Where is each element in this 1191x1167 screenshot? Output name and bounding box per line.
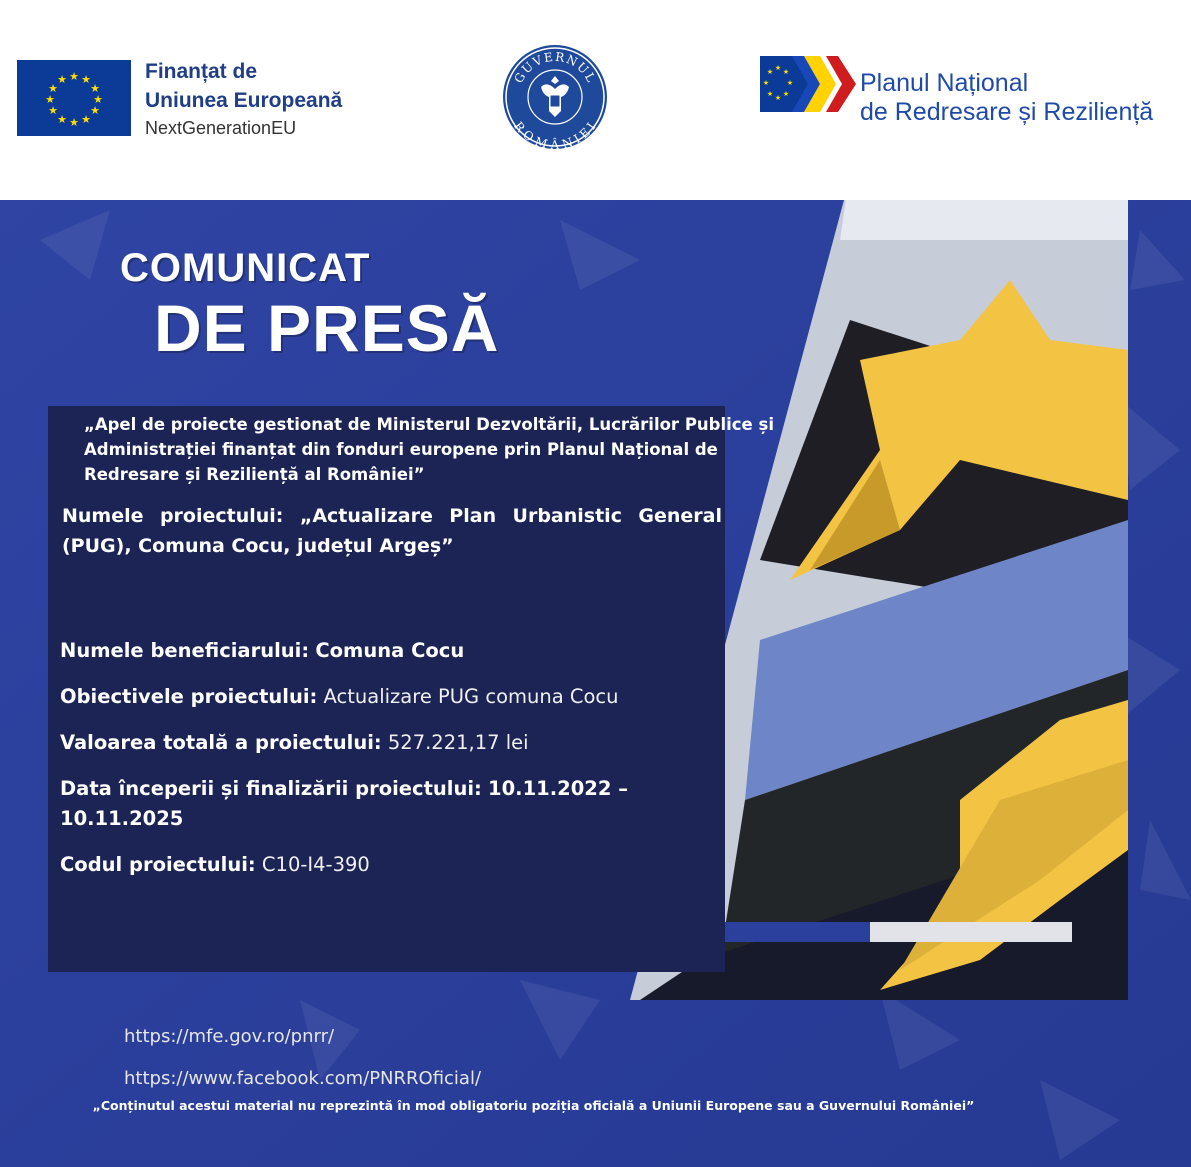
seal-top-text: GUVERNUL [511, 49, 599, 86]
eu-funding-line3: NextGenerationEU [145, 118, 297, 138]
call-for-projects-text: „Apel de proiecte gestionat de Ministerul Dezvoltării, Lucrărilor Publice și Administrației finanțat din fonduri europene prin Planul Național de Redresare și Reziliență al României” [84, 415, 774, 484]
svg-text:★: ★ [81, 113, 91, 126]
svg-text:★: ★ [81, 73, 91, 86]
svg-text:★: ★ [90, 104, 100, 117]
objectives-field [60, 682, 700, 712]
svg-text:★: ★ [762, 79, 770, 87]
eu-funding-line1: Finanțat de [145, 60, 258, 83]
seal-bottom-text: ROMÂNIEI [511, 119, 600, 151]
press-release-banner [0, 200, 1191, 1167]
svg-text:★: ★ [90, 82, 100, 95]
svg-text:★: ★ [48, 82, 58, 95]
title-line2: DE PRESĂ [154, 291, 500, 365]
svg-text:★: ★ [774, 94, 782, 102]
press-release-title [120, 244, 499, 364]
svg-text:★: ★ [766, 68, 774, 76]
project-name [62, 501, 722, 561]
svg-text:★: ★ [782, 90, 790, 98]
total-value-field [60, 728, 700, 758]
project-info-panel [48, 406, 774, 972]
svg-text:★: ★ [57, 73, 67, 86]
dates-label: Data începerii și finalizării proiectului: [60, 777, 482, 800]
disclaimer-text: „Conținutul acestui material nu reprezintă în mod obligatoriu poziția oficială a Uniunii Europene sau a Guvernului României” [92, 1098, 975, 1113]
beneficiary-label: Numele beneficiarului: [60, 639, 310, 662]
svg-text:★: ★ [782, 68, 790, 76]
eu-flag-icon [17, 60, 131, 136]
svg-text:★: ★ [93, 93, 103, 106]
project-name-label: Numele proiectului: [62, 505, 284, 527]
svg-text:★: ★ [48, 104, 58, 117]
svg-text:★: ★ [766, 90, 774, 98]
pnrr-line2: de Redresare și Reziliență [860, 98, 1154, 126]
pnrr-logo-icon [760, 56, 856, 112]
code-label: Codul proiectului: [60, 853, 256, 876]
svg-text:★: ★ [69, 70, 79, 83]
svg-text:★: ★ [57, 113, 67, 126]
svg-text:★: ★ [69, 116, 79, 129]
objectives-value: Actualizare PUG comuna Cocu [323, 685, 619, 708]
pnrr-text [860, 69, 1153, 127]
project-name-value: „Actualizare Plan Urbanistic General (PUG), Comuna Cocu, județul Argeș” [62, 505, 722, 557]
code-field [60, 850, 700, 880]
mfe-link[interactable]: https://mfe.gov.ro/pnrr/ [124, 1026, 335, 1047]
eu-funding-text [145, 57, 342, 141]
objectives-label: Obiectivele proiectului: [60, 685, 318, 708]
facebook-link[interactable]: https://www.facebook.com/PNRROficial/ [124, 1068, 482, 1089]
svg-text:★: ★ [774, 64, 782, 72]
eu-funding-line2: Uniunea Europeană [145, 89, 343, 112]
svg-text:★: ★ [45, 93, 55, 106]
beneficiary-field [60, 636, 700, 666]
total-value-value: 527.221,17 lei [387, 731, 529, 754]
header [0, 0, 1191, 200]
government-seal-icon [501, 43, 609, 151]
dates-field [60, 774, 660, 834]
total-value-label: Valoarea totală a proiectului: [60, 731, 382, 754]
dates-value: 10.11.2022 – 10.11.2025 [60, 777, 628, 830]
code-value: C10-I4-390 [261, 853, 370, 876]
pnrr-line1: Planul Național [860, 69, 1029, 97]
title-line1: COMUNICAT [120, 246, 371, 290]
svg-text:★: ★ [786, 79, 794, 87]
links [124, 1016, 481, 1100]
beneficiary-value: Comuna Cocu [315, 639, 465, 662]
